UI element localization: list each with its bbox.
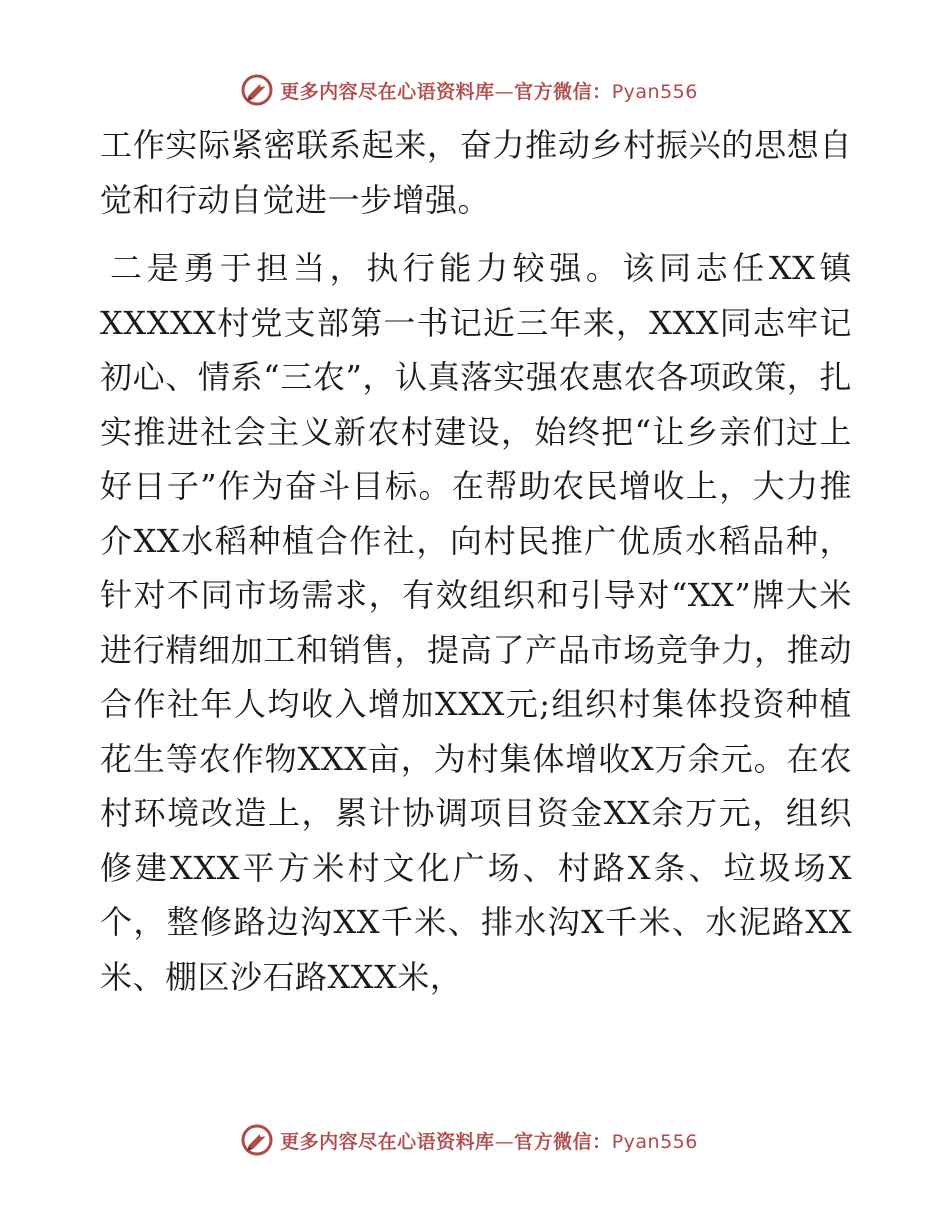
watermark-contact-label: 官方微信：	[514, 1130, 612, 1153]
watermark-separator: —	[494, 1130, 515, 1153]
paragraph-main: 二是勇于担当，执行能力较强。该同志任XX镇XXXXX村党支部第一书记近三年来，XXX同志牢记初心、情系“三农”，认真落实强农惠农各项政策，扎实推进社会主义新农村建设，始终把“让乡亲们过上好日子”作为奋斗目标。在帮助农民增收上，大力推介XX水稻种植合作社，向村民推广优质水稻品种，针对不同市场需求，有效组织和引导对“XX”牌大米进行精细加工和销售，提高了产品市场竞争力，推动合作社年人均收入增加XXX元;组织村集体投资种植花生等农作物XXX亩，为村集体增收X万余元。在农村环境改造上，累计协调项目资金XX余万元，组织修建XXX平方米村文化广场、村路X条、垃圾场X个，整修路边沟XX千米、排水沟X千米、水泥路XX米、棚区沙石路XXX米，	[100, 249, 852, 996]
paragraph-continuation: 工作实际紧密联系起来，奋力推动乡村振兴的思想自觉和行动自觉进一步增强。	[100, 126, 852, 219]
pen-logo-icon	[240, 73, 274, 107]
watermark-group-footer	[240, 1123, 698, 1157]
watermark-separator: —	[494, 80, 515, 103]
watermark-contact-handle: Pyan556	[611, 80, 698, 103]
watermark-text	[280, 77, 698, 104]
watermark-contact-handle: Pyan556	[611, 1130, 698, 1153]
watermark-site: 更多内容尽在心语资料库	[280, 80, 495, 103]
watermark-contact-label: 官方微信：	[514, 80, 612, 103]
pen-logo-icon	[240, 1123, 274, 1157]
watermark-text-footer	[280, 1127, 698, 1154]
header-watermark	[0, 70, 950, 110]
footer-watermark	[0, 1120, 950, 1160]
document-body	[100, 118, 852, 1004]
watermark-site: 更多内容尽在心语资料库	[280, 1130, 495, 1153]
watermark-group	[240, 73, 698, 107]
